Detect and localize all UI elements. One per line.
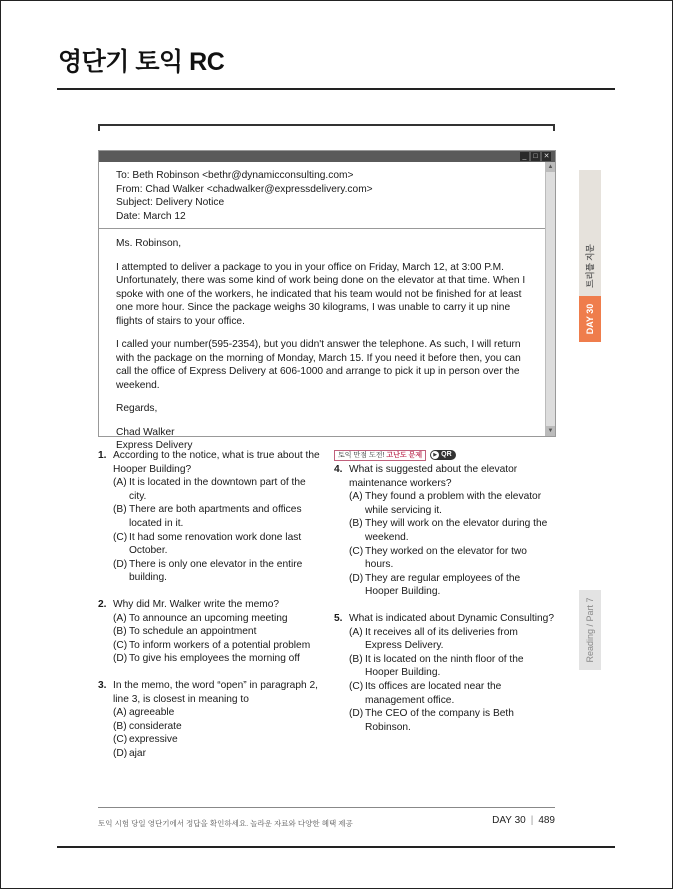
- play-icon: ▶: [431, 451, 439, 459]
- answer-option: [98, 706, 320, 720]
- answer-option: [334, 707, 556, 734]
- answer-option: [334, 517, 556, 544]
- option-text: To announce an upcoming meeting: [129, 612, 288, 624]
- option-text: It is located on the ninth floor of the Hooper Building.: [365, 653, 524, 679]
- question-number: 2.: [98, 598, 107, 610]
- answer-option: [334, 680, 556, 707]
- email-signature-company: Express Delivery: [116, 440, 193, 451]
- answer-option: [334, 572, 556, 599]
- email-to: To: Beth Robinson <bethr@dynamicconsulting.com>: [116, 170, 354, 181]
- challenge-highlight: 고난도 문제: [386, 451, 423, 459]
- option-letter: (A): [113, 612, 127, 624]
- scroll-down-icon: ▼: [547, 428, 554, 434]
- option-letter: (D): [113, 558, 128, 570]
- option-text: considerate: [129, 720, 182, 732]
- question-number: 5.: [334, 612, 343, 624]
- option-text: To inform workers of a potential problem: [129, 639, 311, 651]
- option-letter: (B): [113, 504, 127, 516]
- question-4: [334, 463, 556, 599]
- question-stem: [98, 598, 320, 612]
- side-tab-section: [579, 170, 601, 296]
- question-1: [98, 449, 320, 585]
- email-scrollbar: [545, 162, 555, 436]
- answer-option: [334, 626, 556, 653]
- option-letter: (B): [349, 518, 363, 530]
- option-letter: (C): [113, 734, 128, 746]
- question-stem: [334, 463, 556, 490]
- answer-option: [98, 558, 320, 585]
- question-text: According to the notice, what is true about the Hooper Building?: [113, 450, 320, 475]
- qr-button[interactable]: [430, 450, 456, 460]
- option-text: To give his employees the morning off: [129, 653, 300, 665]
- answer-option: [98, 733, 320, 747]
- option-text: agreeable: [129, 707, 175, 719]
- option-text: They found a problem with the elevator while servicing it.: [365, 491, 542, 516]
- option-text: Its offices are located near the management office.: [365, 680, 502, 706]
- side-tab-section-label: 트리플 지문: [585, 244, 595, 288]
- page-number: 489: [538, 815, 555, 826]
- maximize-icon: □: [531, 152, 540, 161]
- answer-option: [98, 720, 320, 734]
- email-salutation: Ms. Robinson,: [116, 238, 182, 249]
- answer-option: [98, 612, 320, 626]
- question-number: 1.: [98, 450, 107, 461]
- question-3: [98, 679, 320, 761]
- answer-option: [98, 503, 320, 530]
- answer-option: [98, 476, 320, 503]
- question-stem: [98, 679, 320, 706]
- side-tab-part-label: Reading / Part 7: [585, 597, 595, 663]
- question-text: In the memo, the word “open” in paragraph 2, line 3, is closest in meaning to: [113, 679, 318, 705]
- footer-divider: [98, 807, 555, 808]
- option-letter: (D): [349, 708, 364, 720]
- option-text: The CEO of the company is Beth Robinson.: [365, 708, 514, 733]
- option-text: They worked on the elevator for two hours.: [365, 545, 527, 571]
- email-from: From: Chad Walker <chadwalker@expressdelivery.com>: [116, 183, 373, 195]
- minimize-icon: _: [520, 152, 529, 161]
- option-letter: (C): [113, 531, 128, 543]
- close-icon: ✕: [543, 153, 550, 160]
- option-text: To schedule an appointment: [129, 626, 257, 638]
- questions-right-list: [334, 463, 556, 734]
- email-closing: Regards,: [116, 403, 158, 414]
- questions-right-column: [334, 449, 556, 747]
- email-paragraph-1: I attempted to deliver a package to you in your office on Friday, March 12, at 3:00 P.M. Unfortunately, there was some kind of work being done on the elevator at that time. When I spoke with one of the workers, he indicated that his team would not be finished for at least one more hour. Since the package weighs 30 kilograms, I was unable to carry it up nine flights of stairs to your office.: [116, 261, 526, 327]
- option-text: expressive: [129, 734, 178, 746]
- email-title-bar: [99, 151, 555, 162]
- option-text: They are regular employees of the Hooper Building.: [365, 572, 521, 598]
- footer-page-info: DAY 30 | 489: [492, 815, 555, 826]
- option-letter: (C): [349, 680, 364, 692]
- answer-option: [334, 653, 556, 680]
- question-number: 3.: [98, 679, 107, 691]
- option-letter: (A): [349, 491, 363, 503]
- challenge-prefix: 토익 만점 도전!: [338, 451, 385, 459]
- question-number: 4.: [334, 464, 343, 475]
- footer-day: DAY 30: [492, 815, 526, 826]
- email-date: Date: March 12: [116, 210, 186, 222]
- qr-label: QR: [441, 451, 452, 458]
- option-text: They will work on the elevator during the weekend.: [365, 518, 548, 543]
- option-text: It receives all of its deliveries from Express Delivery.: [365, 626, 518, 652]
- email-header: [99, 162, 545, 229]
- option-letter: (D): [113, 653, 128, 665]
- challenge-banner: [334, 449, 556, 461]
- scroll-up-icon: ▲: [547, 164, 554, 170]
- book-title: 영단기 토익 RC: [58, 48, 225, 76]
- option-text: It is located in the downtown part of the city.: [129, 477, 306, 502]
- option-text: It had some renovation work done last October.: [129, 531, 302, 557]
- option-letter: (A): [349, 626, 363, 638]
- question-text: What is suggested about the elevator maintenance workers?: [349, 464, 518, 489]
- question-stem: [334, 612, 556, 626]
- side-tab-day-label: DAY 30: [585, 303, 595, 335]
- answer-option: [334, 545, 556, 572]
- option-letter: (C): [113, 639, 128, 651]
- questions-left-column: [98, 449, 320, 773]
- footer-note: 토익 시험 당일 영단기에서 정답을 확인하세요. 놀라운 자료와 다양한 혜택 제공: [98, 819, 353, 828]
- option-letter: (D): [349, 572, 364, 584]
- email-window: [98, 150, 556, 451]
- option-text: There are both apartments and offices located in it.: [129, 504, 302, 529]
- option-text: There is only one elevator in the entire building.: [129, 558, 303, 584]
- option-letter: (A): [113, 707, 127, 719]
- option-letter: (B): [113, 720, 127, 732]
- side-tab-part: [579, 590, 601, 670]
- question-5: [334, 612, 556, 734]
- passage-bracket: [98, 124, 555, 131]
- email-subject: Subject: Delivery Notice: [116, 197, 225, 208]
- question-text: What is indicated about Dynamic Consulting?: [349, 612, 554, 624]
- answer-option: [98, 639, 320, 653]
- answer-option: [98, 625, 320, 639]
- question-stem: [98, 449, 320, 476]
- email-signature-name: Chad Walker: [116, 426, 175, 438]
- top-divider: [57, 88, 615, 90]
- answer-option: [98, 747, 320, 761]
- answer-option: [98, 652, 320, 666]
- side-tab-day: [579, 296, 601, 342]
- email-paragraph-2: I called your number(595-2354), but you didn't answer the telephone. As such, I will return with the package on the morning of Monday, March 15. If you need it before then, you can call the office of Express Delivery at 606-1000 and arrange to pick it up in person over the weekend.: [116, 339, 521, 391]
- question-2: [98, 598, 320, 666]
- challenge-badge: [334, 450, 426, 461]
- option-letter: (B): [349, 653, 363, 665]
- email-body: [99, 229, 545, 453]
- option-text: ajar: [129, 747, 146, 759]
- answer-option: [334, 490, 556, 517]
- option-letter: (B): [113, 626, 127, 638]
- option-letter: (D): [113, 747, 128, 759]
- option-letter: (C): [349, 545, 364, 557]
- option-letter: (A): [113, 477, 127, 489]
- answer-option: [98, 531, 320, 558]
- question-text: Why did Mr. Walker write the memo?: [113, 598, 280, 610]
- bottom-divider: [57, 846, 615, 848]
